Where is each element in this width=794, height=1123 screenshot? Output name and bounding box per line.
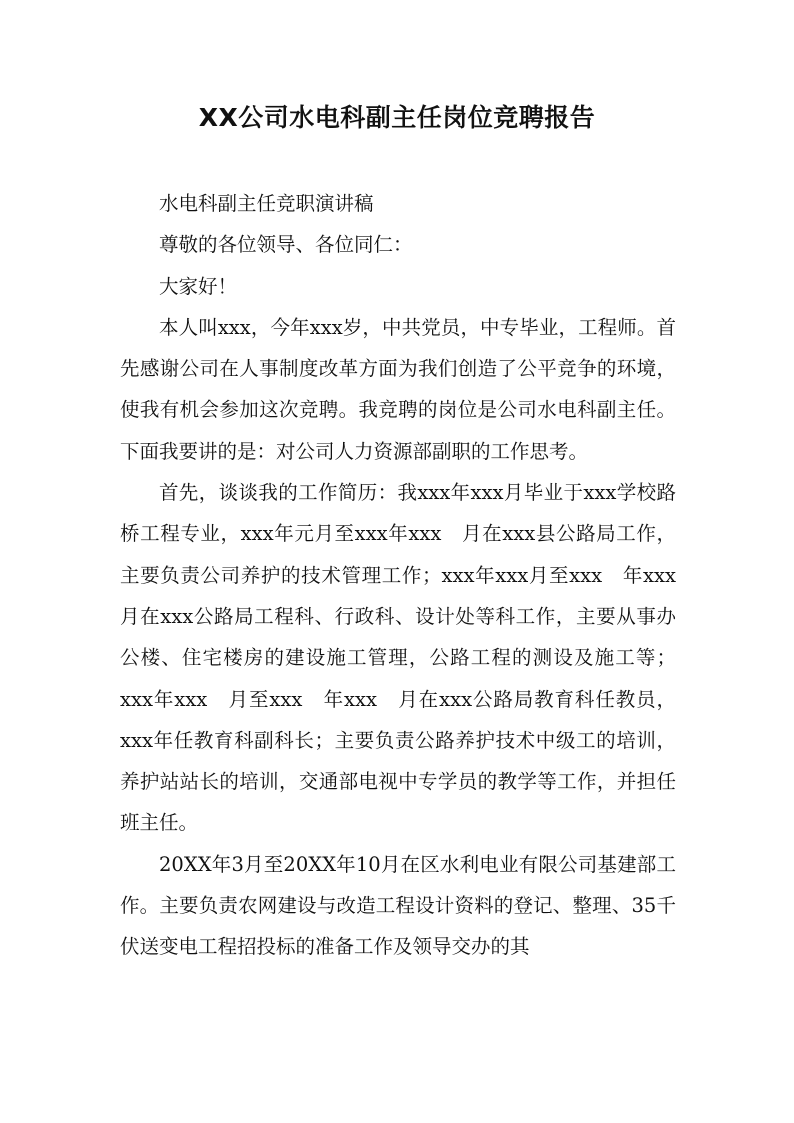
speech-heading: 水电科副主任竞职演讲稿 [159, 192, 374, 215]
paragraph-work-history: 首先，谈谈我的工作简历：我xxx年xxx月毕业于xxx学校路桥工程专业，xxx年元月至xxx年xxx 月在xxx县公路局工作，主要负责公司养护的技术管理工作；xxx年xxx月至xxx 年xxx月在xxx公路局工程科、行政科、设计处等科工作，主要从事办公楼、住宅楼房的建设施工管理，公路工程的测设及施工等；xxx年xxx 月至xxx 年xxx 月在xxx公路局教育科任教员，xxx年任教育科副科长；主要负责公路养护技术中级工的培训，养护站站长的培训，交通部电视中专学员的教学等工作，并担任班主任。 [120, 481, 676, 835]
paragraph-introduction: 本人叫xxx，今年xxx岁，中共党员，中专毕业，工程师。首先感谢公司在人事制度改革方面为我们创造了公平竞争的环境，使我有机会参加这次竞聘。我竞聘的岗位是公司水电科副主任。下面我要讲的是：对公司人力资源部副职的工作思考。 [120, 315, 676, 463]
salutation: 尊敬的各位领导、各位同仁： [159, 233, 413, 257]
document-body [120, 183, 676, 968]
paragraph-recent-work: 20XX年3月至20XX年10月在区水利电业有限公司基建部工作。主要负责农网建设与改造工程设计资料的登记、整理、35千伏送变电工程招投标的准备工作及领导交办的其 [120, 852, 676, 959]
document-title: XX公司水电科副主任岗位竞聘报告 [198, 103, 596, 132]
greeting: 大家好！ [159, 274, 238, 298]
